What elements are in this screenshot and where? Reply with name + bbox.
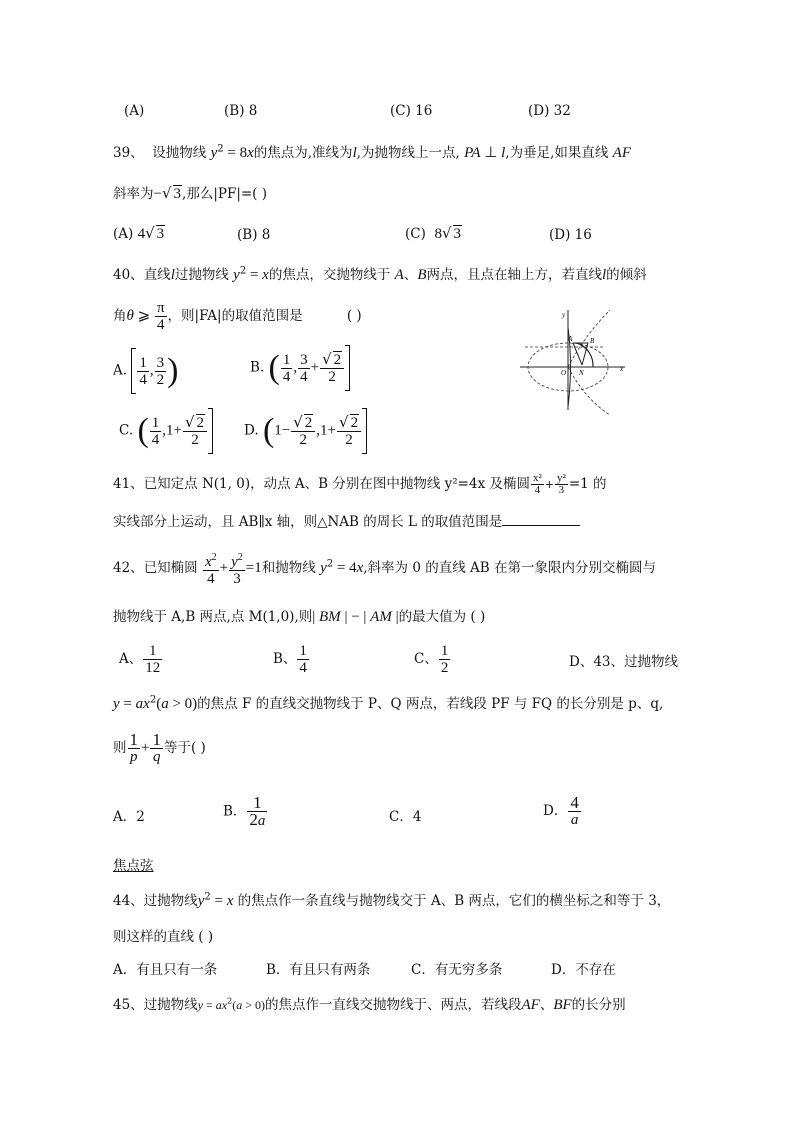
q43-stem: $y = ax^2(a > 0)$的焦点 F 的直线交抛物线于 P、Q 两点，若线段 PF 与 FQ 的长分别是 p、q, [113,694,664,712]
label-b: B [590,337,595,345]
q38-option-d: (D) 32 [528,103,571,119]
q43-option-b: B． $\frac{1}{2a}$ [223,793,266,829]
q44-option-c: C．有无穷多条 [411,962,503,978]
label-a: A [568,335,573,343]
q38-options: (A) [124,103,145,119]
q41-stem: 41、已知定点 N(1, 0)，动点 A、B 分别在图中抛物线 y²=4x 及椭圆 $\frac{\text{x²}}{4}$ + $\frac{\text{y²}}{3}$ =1 的 [113,472,607,496]
label-x: x [620,365,624,373]
q39-stem: 39、 设抛物线 $y^2 = 8x$的焦点为,准线为l,为抛物线上一点, PA ⊥ l,为垂足,如果直线 AF [113,143,631,161]
q44-stem: 44、过抛物线$y^2 = x$ 的焦点作一条直线与抛物线交于 A、B 两点，它们的横坐标之和等于 3， [113,891,671,909]
label-y: y [562,311,566,319]
q44-option-b: B．有且只有两条 [266,962,371,978]
parabola-lower [568,367,610,415]
q44-stem-line2: 则这样的直线 ( ) [113,929,214,945]
q39-option-b: (B) 8 [237,227,271,243]
q39-option-a: (A) 4√ 3 [113,224,165,242]
segment-an [573,343,582,365]
q42-option-b: B、 $\frac{1}{4}$ [273,643,307,676]
q39-stem-line2: 斜率为−√ 3,那么|PF|=( ) [113,184,268,202]
q42-stem: 42、已知椭圆 $\frac{x^2}{4}$ + $\frac{y^2}{3}$ =1和抛物线 $y^2 = 4x$,斜率为 0 的直线 AB 在第一象限内分别交椭圆与 [113,552,656,587]
q45-stem: 45、过抛物线$y = ax^2(a > 0)$的焦点作一直线交抛物线于、两点，若线段AF、BF的长分别 [113,996,626,1013]
q38-option-c: (C) 16 [390,103,433,119]
label-n: N [579,369,584,377]
q40-option-c: C. ( $\frac{1}{4}$ ,1+ $\frac{√ 2}{2}$ [119,408,213,454]
parabola-ellipse-figure [515,305,635,415]
q43-option-d: D． $\frac{4}{a}$ [543,793,579,828]
section-heading: 焦点弦 [113,858,154,874]
q43-stem-line2: 则 $\frac{1}{p}$ + $\frac{1}{q}$ 等于( ) [113,730,206,765]
q42-option-a: A、 $\frac{1}{12}$ [119,643,161,676]
q44-option-a: A．有且只有一条 [113,962,218,978]
q42-option-c: C、 $\frac{1}{2}$ [414,643,449,676]
parabola-upper [568,310,610,367]
label-o: O [561,369,567,377]
q40-option-d: D. (1− $\frac{√ 2}{2}$ ,1+ $\frac{√ 2}{2}$ [244,408,367,454]
q40-stem-line2: 角θ ⩾ $\frac{\pi}{4}$ ，则|FA|的取值范围是 ( ) [113,300,362,333]
q42-option-d-q43: D、43、过抛物线 [569,654,679,670]
q40-stem: 40、直线l过抛物线 $y^2 = x$的焦点，交抛物线于 A、B两点，且点在轴上方，若直线l的倾斜 [113,265,647,283]
q44-option-d: D．不存在 [551,962,616,978]
q39-option-d: (D) 16 [549,227,592,243]
q40-option-a: A. $\frac{1}{4}$ , $\frac{3}{2}$ ) [113,348,178,394]
q41-stem-line2: 实线部分上运动，且 AB∥x 轴，则△NAB 的周长 L 的取值范围是 [113,510,580,530]
q38-option-b: (B) 8 [224,103,258,119]
answer-blank[interactable] [502,513,580,526]
q42-stem-line2: 抛物线于 A,B 两点,点 M(1,0),则| BM | − | AM |的最大值为 ( ) [113,609,486,625]
q40-option-b: B. ( $\frac{1}{4}$ , $\frac{3}{4}$ + $\frac{√ 2}{2}$ [250,345,350,391]
q39-option-c: (C) 8√ 3 [405,224,462,242]
q43-option-a: A．2 [113,809,145,825]
q43-option-c: C．4 [389,809,422,825]
